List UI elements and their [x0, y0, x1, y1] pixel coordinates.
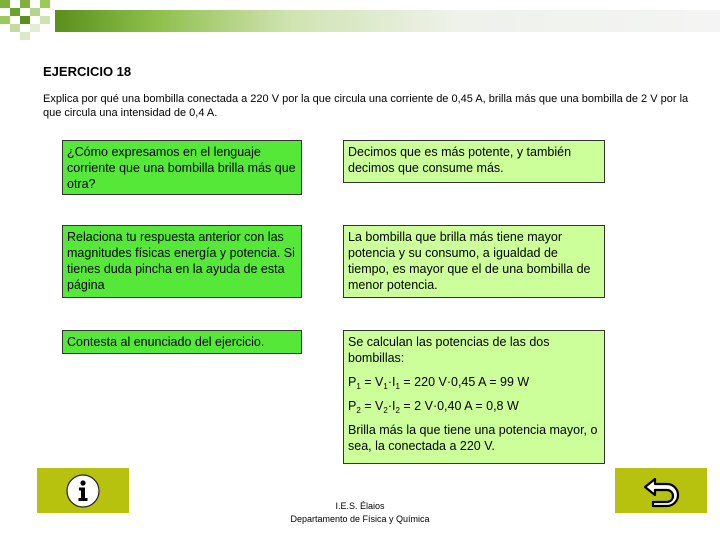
answer-box-2 — [343, 225, 605, 298]
help-info-button[interactable] — [37, 468, 129, 513]
exercise-statement: Explica por qué una bombilla conectada a 220 V por la que circula una corriente de 0,45 A, brilla más que una bombilla de 2 V por la que circula una intensidad de 0,4 A. — [43, 93, 689, 119]
info-icon — [66, 474, 100, 508]
decorative-checker-pattern — [0, 0, 60, 40]
power-equation-1: $P_1 = V_1\cdot I_1 = 220$ V·0,45 A = 99 W — [348, 375, 530, 391]
footer — [270, 500, 450, 526]
power-equation-2: $P_2 = V_2\cdot I_2 = 2$ V·0,40 A = 0,8 W — [348, 399, 519, 415]
question-text-3: Contesta al enunciado del ejercicio. — [67, 335, 265, 349]
question-box-1 — [62, 140, 302, 195]
question-text-1: ¿Cómo expresamos en el lenguaje corriente que una bombilla brilla más que otra? — [67, 145, 296, 191]
question-text-2: Relaciona tu respuesta anterior con las magnitudes físicas energía y potencia. Si tienes duda pincha en la ayuda de esta página — [67, 230, 295, 292]
question-box-2 — [62, 225, 302, 298]
answer-box-1 — [343, 140, 605, 183]
answer-box-3 — [343, 330, 605, 464]
answer-text-1: Decimos que es más potente, y también decimos que consume más. — [348, 145, 572, 175]
decorative-header-band — [55, 10, 720, 32]
question-box-3 — [62, 330, 302, 354]
answer-conclusion-3: Brilla más la que tiene una potencia mayor, o sea, la conectada a 220 V. — [348, 423, 598, 453]
footer-department: Departamento de Física y Química — [290, 514, 430, 524]
footer-school: I.E.S. Élaios — [335, 501, 385, 511]
answer-text-2: La bombilla que brilla más tiene mayor potencia y su consumo, a igualdad de tiempo, es mayor que el de una bombilla de menor potencia. — [348, 230, 591, 292]
exercise-title: EJERCICIO 18 — [43, 64, 132, 79]
answer-intro-3: Se calculan las potencias de las dos bombillas: — [348, 335, 550, 365]
return-arrow-icon — [641, 473, 681, 509]
return-button[interactable] — [615, 468, 707, 513]
